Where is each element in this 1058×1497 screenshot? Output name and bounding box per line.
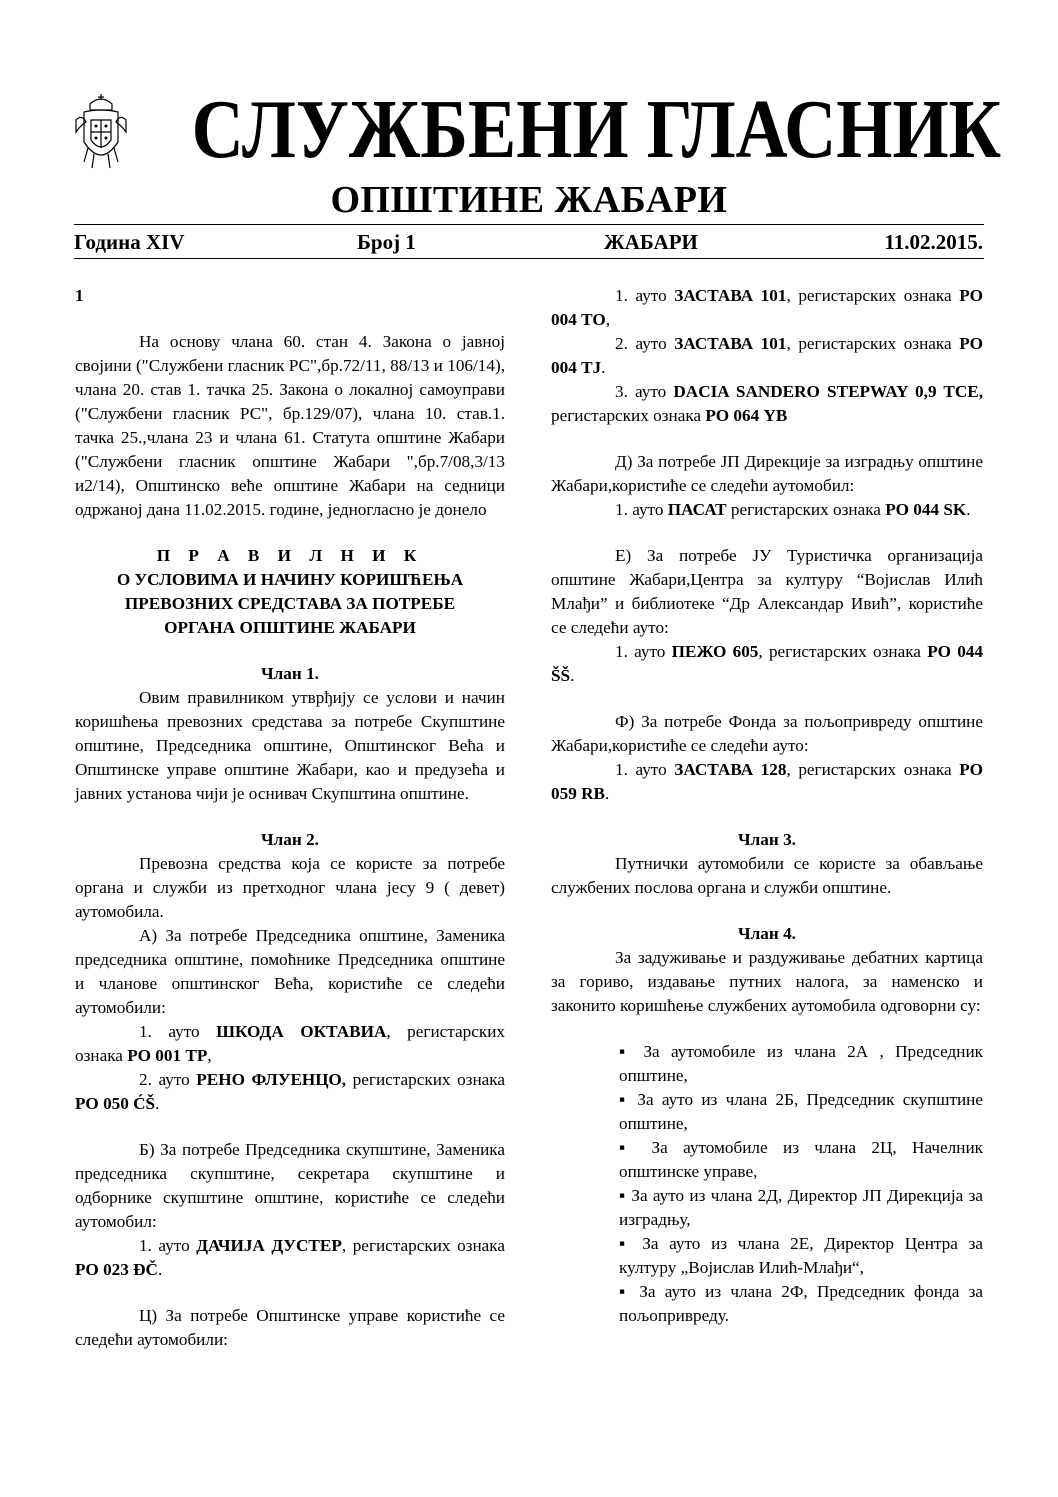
vehicle-model: ПАСАТ [667, 500, 727, 519]
vehicle-model: ПЕЖО 605 [671, 642, 759, 661]
header-rule-top [74, 224, 984, 225]
article-1-heading: Члан 1. [261, 664, 319, 683]
license-plate: РО 044 SK [885, 500, 967, 519]
issue-place: ЖАБАРИ [604, 230, 698, 254]
vehicle-entry: 1. ауто ПАСАТ регистарских ознака РО 044 SK. [615, 500, 971, 519]
vehicle-model: ЗАСТАВА 128 [674, 760, 787, 779]
license-plate: РО 044 ŠŠ [551, 642, 983, 685]
section-d-text: Д) За потребе ЈП Дирекције за изградњу општине Жабари,користиће се следећи аутомобил: [551, 452, 983, 495]
vehicle-entry: 2. ауто ЗАСТАВА 101, регистарских ознака РО 004 TJ. [551, 334, 983, 377]
vehicle-entry: 1. ауто ЗАСТАВА 128, регистарских ознака РО 059 RB. [551, 760, 983, 803]
header-rule-bottom [74, 258, 984, 259]
issue-year: Година XIV [74, 230, 185, 254]
license-plate: РО 001 ТР [127, 1046, 208, 1065]
masthead [74, 83, 1002, 221]
item-number: 1 [75, 286, 84, 305]
responsibility-item: ▪ За ауто из члана 2Б, Председник скупштине општине, [619, 1090, 983, 1133]
vehicle-entry: 2. ауто РЕНО ФЛУЕНЦО, регистарских ознака РО 050 ĆŠ. [75, 1070, 505, 1113]
left-column [75, 284, 505, 1352]
vehicle-entry: 3. ауто DACIA SANDERO STEPWAY 0,9 TCE, регистарских ознака РО 064 YB [551, 382, 983, 425]
vehicle-model: ЗАСТАВА 101 [674, 286, 787, 305]
license-plate: РО 059 RB [551, 760, 983, 803]
responsibility-item: ▪ За аутомобиле из члана 2А , Председник општине, [619, 1042, 983, 1085]
license-plate: РО 004 ТО [551, 286, 983, 329]
article-1-text: Овим правилником утврђију се услови и начин коришћења превозних средстава за потребе Скупштине општине, Председника општине, Општинског Већа и Општинске управе општине Жабари, као и предузећа и јавних установа чији је оснивач Скупштина општине. [75, 688, 505, 803]
section-f-text: Ф) За потребе Фонда за пољопривреду општине Жабари,користиће се следећи ауто: [551, 712, 983, 755]
responsibility-item: ▪ За ауто из члана 2Ф, Председник фонда за пољопривреду. [619, 1282, 983, 1325]
responsibility-item: ▪ За ауто из члана 2Д, Директор ЈП Дирекција за изградњу, [619, 1186, 983, 1229]
license-plate: РО 023 ĐČ [75, 1260, 158, 1279]
doc-title-line: ПРЕВОЗНИХ СРЕДСТАВА ЗА ПОТРЕБЕ [124, 594, 456, 613]
responsibility-item: ▪ За ауто из члана 2Е, Директор Центра за културу „Војислав Илић-Млађи“, [619, 1234, 983, 1277]
vehicle-model: РЕНО ФЛУЕНЦО, [196, 1070, 347, 1089]
doc-title-line: О УСЛОВИМА И НАЧИНУ КОРИШЋЕЊА [116, 570, 464, 589]
article-4-heading: Члан 4. [738, 924, 796, 943]
section-a-text: А) За потребе Председника општине, Заменика председника општине, помоћнике Председника општине и чланове општинског Већа, користиће се следећи аутомобили: [75, 926, 505, 1017]
issue-number: Број 1 [357, 230, 416, 254]
coat-of-arms-icon [74, 92, 128, 172]
article-2-heading: Члан 2. [261, 830, 319, 849]
preamble: На основу члана 60. стан 4. Закона о јавној својини ("Службени гласник РС",бр.72/11, 88/13 и 106/14), члана 20. став 1. тачка 25. Закона о локалној самоуправи ("Службени гласник РС", бр.129/07), члана 10. став.1. тачка 25.,члана 23 и члана 61. Статута општине Жабари ("Службени гласник општине Жабари ",бр.7/08,3/13 и2/14), Општинско веће општине Жабари на седници одржаној дана 11.02.2015. године, једногласно је донело [75, 332, 505, 519]
vehicle-entry: 1. ауто ЗАСТАВА 101, регистарских ознака РО 004 ТО, [551, 286, 983, 329]
doc-title-line: ОРГАНА ОПШТИНЕ ЖАБАРИ [164, 618, 416, 637]
license-plate: РО 064 YB [705, 406, 788, 425]
vehicle-model: DACIA SANDERO STEPWAY 0,9 TCE, [673, 382, 983, 401]
license-plate: РО 004 TJ [551, 334, 983, 377]
vehicle-entry: 1. ауто ШКОДА ОКТАВИА, регистарских ознака РО 001 ТР, [75, 1022, 505, 1065]
vehicle-model: ЗАСТАВА 101 [674, 334, 787, 353]
section-e-text: Е) За потребе ЈУ Туристичка организација општине Жабари,Центра за културу “Војислав Илић Млађи” и библиотеке “Др Александар Ивић”, користиће се следећи ауто: [551, 546, 983, 637]
article-3-heading: Члан 3. [738, 830, 796, 849]
vehicle-entry: 1. ауто ПЕЖО 605, регистарских ознака РО 044 ŠŠ. [551, 642, 983, 685]
article-4-text: За задуживање и раздуживање дебатних картица за гориво, издавање путних налога, за наменско и законито коришћење службених аутомобила одговорни су: [551, 948, 983, 1015]
vehicle-entry: 1. ауто ДАЧИЈА ДУСТЕР, регистарских ознака РО 023 ĐČ. [75, 1236, 506, 1279]
gazette-title: СЛУЖБЕНИ ГЛАСНИК [191, 83, 1002, 176]
vehicle-model: ДАЧИЈА ДУСТЕР [196, 1236, 342, 1255]
vehicle-model: ШКОДА ОКТАВИА [216, 1022, 387, 1041]
right-column [551, 284, 983, 1328]
section-b-text: Б) За потребе Председника скупштине, Заменика председника скупштине, секретара скупштине и одборнике скупштине општине, користиће се следећи аутомобил: [75, 1140, 505, 1231]
gazette-subtitle: ОПШТИНЕ ЖАБАРИ [330, 179, 728, 221]
responsibility-item: ▪ За аутомобиле из члана 2Ц, Начелник општинске управе, [619, 1138, 983, 1181]
section-c-text: Ц) За потребе Општинске управе користиће се следећи аутомобили: [75, 1306, 505, 1349]
article-2-text: Превозна средства која се користе за потребе органа и служби из претходног члана јесу 9 ( девет) аутомобила. [75, 854, 505, 921]
license-plate: РО 050 ĆŠ [75, 1094, 156, 1113]
doc-type: П Р А В И Л Н И К [156, 546, 424, 565]
article-3-text: Путнички аутомобили се користе за обављање службених послова органа и служби општине. [551, 854, 983, 897]
issue-date: 11.02.2015. [884, 230, 983, 254]
